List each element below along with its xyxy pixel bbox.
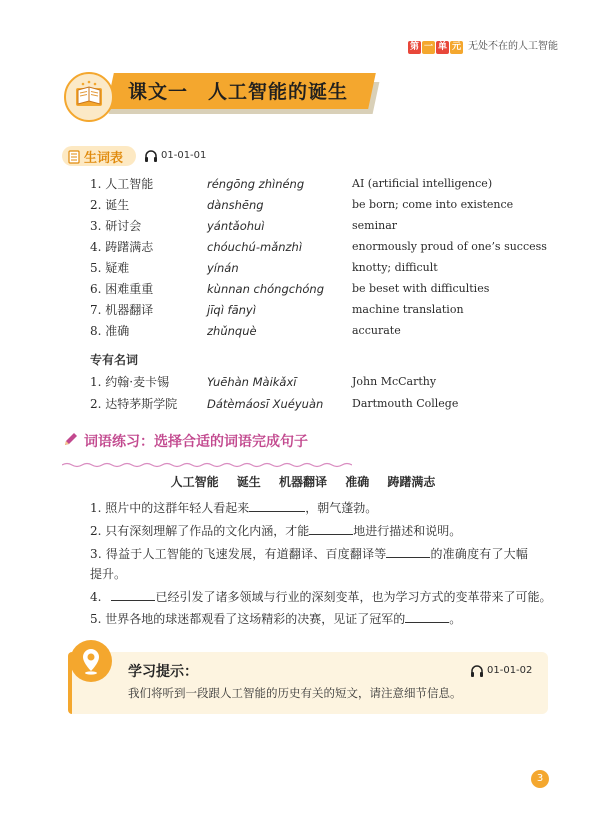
- unit-char: 一: [423, 42, 433, 52]
- vocab-pinyin: Dátèmáosī Xuéyuàn: [207, 397, 324, 411]
- vocab-word: 1. 约翰·麦卡锡: [90, 375, 170, 389]
- sentence: [90, 498, 377, 518]
- vocab-pinyin: réngōng zhìnéng: [207, 177, 305, 191]
- vocab-pinyin: kùnnan chóngchóng: [207, 282, 324, 296]
- word-bank-item: 机器翻译: [278, 475, 327, 489]
- sentence-part: 4.: [90, 590, 102, 604]
- vocab-pinyin: yínán: [207, 261, 239, 275]
- tip-title: 学习提示：: [128, 664, 198, 680]
- vocab-word: 4. 踌躇满志: [90, 240, 154, 254]
- vocab-english: accurate: [352, 324, 401, 337]
- vocab-tag-label: 生词表: [84, 151, 124, 166]
- notebook-icon: [68, 149, 80, 168]
- vocab-english: seminar: [352, 219, 398, 232]
- sentence-part: ，朝气蓬勃。: [305, 501, 378, 515]
- sentence-part: 已经引发了诸多领域与行业的深刻变革，也为学习方式的变革带来了可能。: [155, 590, 552, 604]
- sentence-part: 地进行描述和说明。: [353, 524, 462, 538]
- answer-blank[interactable]: [249, 499, 305, 512]
- sentence-part: 。: [449, 612, 462, 626]
- sentence-part: 的准确度有了大幅: [430, 547, 529, 561]
- unit-char: 单: [437, 42, 447, 52]
- unit-title: 无处不在的人工智能: [468, 41, 558, 52]
- vocab-english: knotty; difficult: [352, 261, 438, 274]
- vocab-word: 3. 研讨会: [90, 219, 142, 233]
- unit-char: 第: [409, 42, 419, 52]
- answer-blank[interactable]: [309, 522, 353, 535]
- sentence-continuation: [90, 564, 126, 584]
- reading-book-icon: [64, 72, 114, 122]
- word-bank-item: 踌躇满志: [387, 475, 436, 489]
- page-number: 3: [531, 770, 549, 788]
- word-bank: [0, 473, 606, 490]
- sentence-part: 5. 世界各地的球迷都观看了这场精彩的决赛，见证了冠军的: [90, 612, 406, 626]
- vocab-pinyin: yántǎohuì: [207, 219, 265, 233]
- vocab-english: John McCarthy: [352, 375, 437, 388]
- headphones-icon[interactable]: [144, 148, 158, 167]
- answer-blank[interactable]: [405, 610, 449, 623]
- location-pin-icon: [70, 640, 112, 682]
- wave-divider: [62, 453, 352, 472]
- pencil-icon: [62, 430, 80, 452]
- word-bank-item: 人工智能: [170, 475, 219, 489]
- lesson-title: 课文一 人工智能的诞生: [128, 81, 349, 103]
- vocab-english: be born; come into existence: [352, 198, 514, 211]
- unit-char: 元: [451, 42, 461, 52]
- vocab-pinyin: jīqì fānyì: [207, 303, 256, 317]
- vocab-word: 7. 机器翻译: [90, 303, 154, 317]
- sentence-part: 2. 只有深刻理解了作品的文化内涵，才能: [90, 524, 310, 538]
- vocab-word: 6. 困难重重: [90, 282, 154, 296]
- vocab-word: 5. 疑难: [90, 261, 130, 275]
- vocab-word: 1. 人工智能: [90, 177, 154, 191]
- vocab-word: 8. 准确: [90, 324, 130, 338]
- vocab-pinyin: zhǔnquè: [207, 324, 257, 338]
- vocab-english: AI (artificial intelligence): [352, 177, 493, 190]
- sentence-part: 1. 照片中的这群年轻人看起来: [90, 501, 250, 515]
- sentence: [90, 544, 528, 564]
- headphones-icon[interactable]: [470, 663, 484, 682]
- tip-text: 我们将听到一段跟人工智能的历史有关的短文，请注意细节信息。: [128, 686, 462, 700]
- vocab-english: be beset with difficulties: [352, 282, 490, 295]
- answer-blank[interactable]: [111, 588, 155, 601]
- proper-nouns-title: 专有名词: [90, 353, 139, 367]
- exercise-title: 词语练习：选择合适的词语完成句子: [84, 434, 308, 450]
- sentence: [90, 609, 461, 629]
- answer-blank[interactable]: [386, 545, 430, 558]
- sentence: [90, 587, 551, 607]
- vocab-pinyin: dànshēng: [207, 198, 264, 212]
- vocab-english: machine translation: [352, 303, 464, 316]
- word-bank-item: 准确: [345, 475, 370, 489]
- word-bank-item: 诞生: [236, 475, 261, 489]
- vocab-word: 2. 诞生: [90, 198, 130, 212]
- vocab-word: 2. 达特茅斯学院: [90, 397, 178, 411]
- vocab-english: enormously proud of one’s success: [352, 240, 547, 253]
- tip-audio-code: 01-01-02: [487, 665, 533, 676]
- vocab-audio-code: 01-01-01: [161, 150, 207, 161]
- sentence-part: 3. 得益于人工智能的飞速发展，有道翻译、百度翻译等: [90, 547, 387, 561]
- vocab-pinyin: Yuēhàn Màikǎxī: [207, 375, 297, 389]
- unit-header: [408, 34, 558, 52]
- sentence: [90, 521, 461, 541]
- vocab-pinyin: chóuchú-mǎnzhì: [207, 240, 303, 254]
- sentence-part: 提升。: [90, 567, 127, 581]
- vocab-english: Dartmouth College: [352, 397, 459, 410]
